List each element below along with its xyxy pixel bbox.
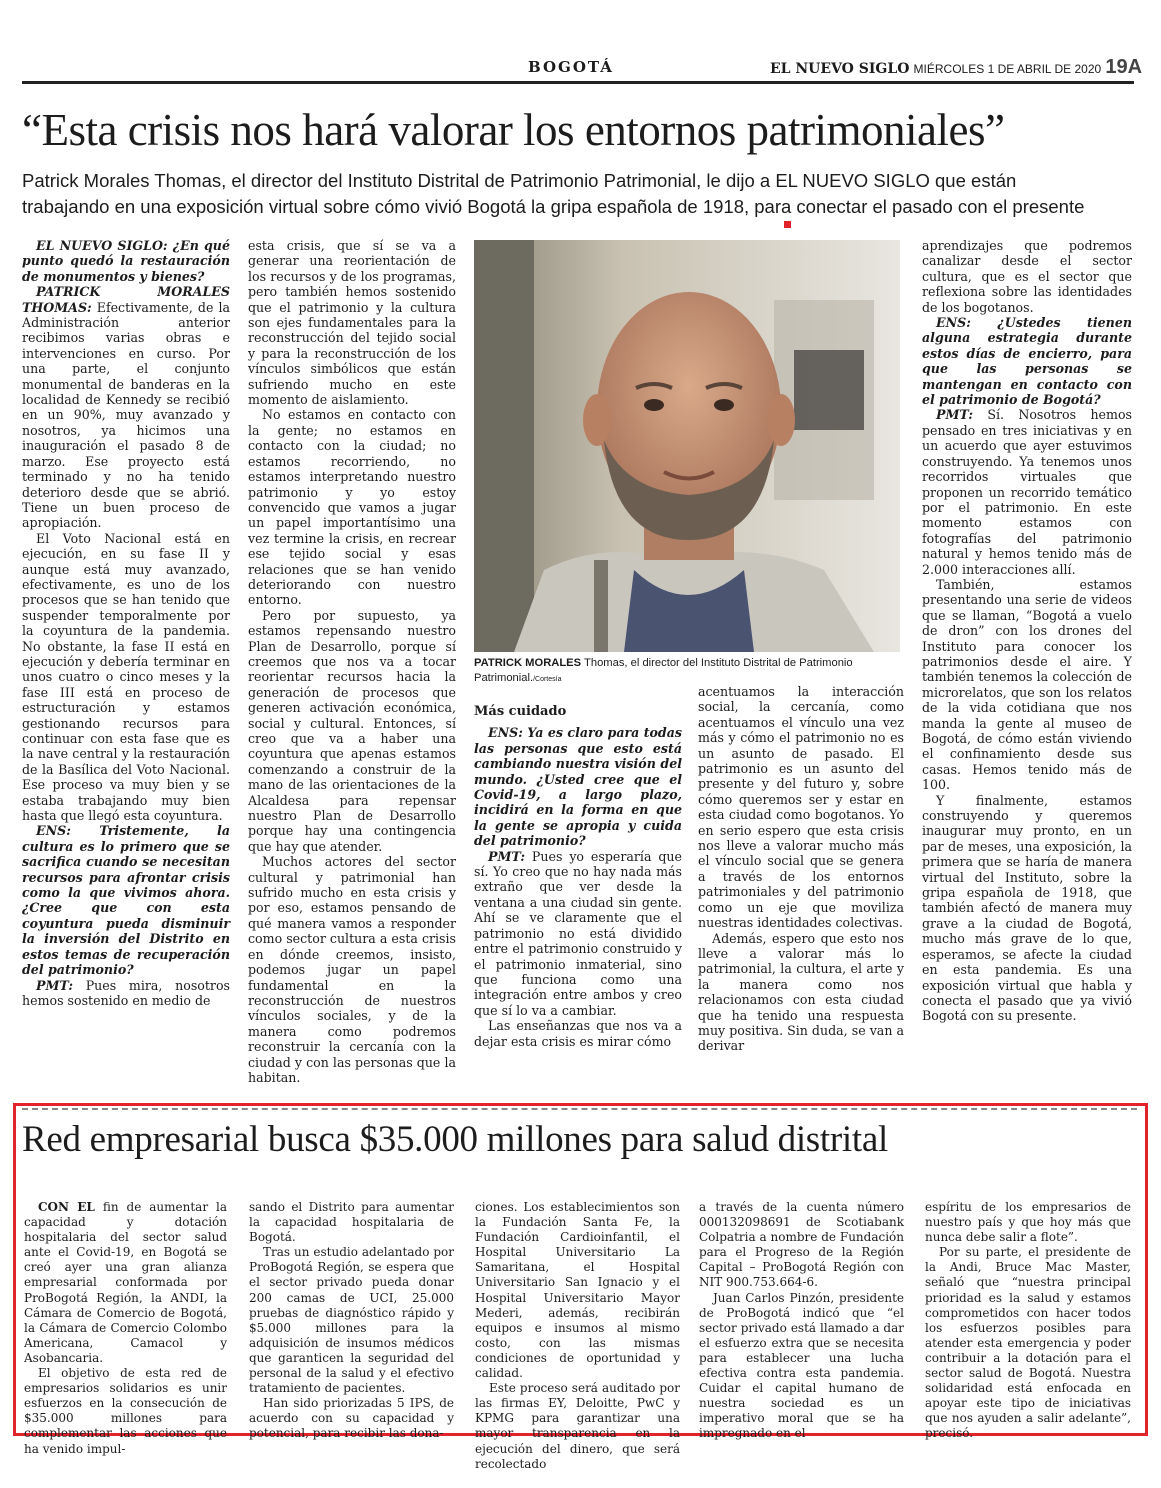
paragraph: a través de la cuenta número 000132098691 de Scotiabank Colpatria a nombre de Fundación para el Progreso de la Región Capital – ProBogotá Región con NIT 900.753.664-6. [699,1200,904,1290]
paragraph: esta crisis, que sí se va a generar una reorientación de los recursos y de los programas, pero también hemos sostenido que el patrimonio y la cultura son ejes fundamentales para la reconstrucción del tejido social y para la reconstrucción de los vínculos simbólicos que están sufriendo mucho en este momento de aislamiento. [248,238,456,408]
article2-column-3 [475,1200,680,1472]
paragraph [24,1200,227,1366]
question-text: ¿Ustedes tienen alguna estrategia durante estos días de encierro, para que las personas se mantengan en contacto con el patrimonio de Bogotá? [922,315,1132,408]
paragraph: Pero por supuesto, ya estamos repensando nuestro Plan de Desarrollo, porque sí creemos que nos va a tocar reorientar recursos hacia la generación de procesos que generen activación económica, social y cultural. Entonces, sí creo que va a haber una coyuntura que apenas estamos comenzando a construir de la mano de las orientaciones de la Alcaldesa para repensar nuestro Plan de Desarrollo porque hay una contingencia que hay que atender. [248,607,456,854]
answer-4 [922,407,1132,576]
standfirst-line-1: Patrick Morales Thomas, el director del Instituto Distrital de Patrimonio Patrimonial, le dijo a EL NUEVO SIGLO que están [22,170,1017,191]
paragraph: ciones. Los establecimientos son la Fundación Santa Fe, la Fundación Cardioinfantil, el Hospital Universitario La Samaritana, el Hospital Universitario San Ignacio y el Hospital Universitario Mayor Mederi, además, recibirán equipos e insumos al mismo costo, con las mismas condiciones de oportunidad y calidad. [475,1200,680,1381]
paragraph-text: fin de aumentar la capacidad y dotación hospitalaria del sector salud ante el Covid-19, en Bogotá se creó ayer una gran alianza empresarial conformada por ProBogotá Región, la ANDI, la Cámara de Comercio de Bogotá, la Cámara de Comercio Colombo Americana, Camacol y Asobancaria. [24,1200,227,1365]
newspaper-brand: EL NUEVO SIGLO [770,61,910,77]
paragraph: sando el Distrito para aumentar la capacidad hospitalaria de Bogotá. [249,1200,454,1245]
photo-credit: /Cortesía [533,676,562,683]
article-column-4 [698,684,904,1054]
answer-text: Efectivamente, de la Administración anterior recibimos varias obras e intervenciones en curso. Por una parte, el conjunto monumental de banderas en la localidad de Kennedy se recibió en un 90%, muy avanzado y nosotros, ya hicimos una inauguración el pasado 8 de marzo. Ese proyecto está terminado y no ha tenido deterioro desde que se abrió. Tiene un buen proceso de apropiación. [22,299,230,531]
article-column-1 [22,238,230,1008]
issue-date: MIÉRCOLES 1 DE ABRIL DE 2020 [913,62,1102,76]
answer-text: Pues yo esperaría que sí. Yo creo que no hay nada más extraño que ver desde la ventana a una ciudad sin gente. Ahí se ve claramente que el patrimonio no está dividido entre el patrimonio construido y el patrimonio inmaterial, sino que funciona como una integración entre ambos y creo que sí lo va a cambiar. [474,848,682,1018]
interviewer-name: ENS: [488,725,523,741]
question-2 [22,823,230,977]
interviewer-name: ENS: [936,315,971,331]
answer-2 [22,978,230,1009]
paragraph: Las enseñanzas que nos va a dejar esta crisis es mirar cómo [474,1018,682,1049]
article-column-5 [922,238,1132,1024]
paragraph: Y finalmente, estamos construyendo y queremos inaugurar muy pronto, en un par de meses, una exposición, la primera que se haría de manera virtual del Instituto, sobre la gripa española de 1918, que también afectó de manera muy grave a la ciudad de Bogotá, mucho más grave de lo que, esperamos, se afecte la ciudad en esta pandemia. Es una exposición virtual que habla y conecta el pasado que ya vivió Bogotá con su presente. [922,792,1132,1024]
paragraph: Además, espero que esto nos lleve a valorar más lo patrimonial, la cultura, el arte y la manera como nos relacionamos con esta ciudad que ha tenido una respuesta muy positiva. Sin duda, se van a derivar [698,930,904,1054]
paragraph: Muchos actores del sector cultural y patrimonial han sufrido mucho en esta crisis y por eso, estamos pensando de qué manera vamos a responder como sector cultura a esta crisis en dónde creemos, insisto, podemos jugar un papel fundamental en la reconstrucción de nuestros vínculos sociales, y de la manera como podremos reconstruir la cercanía con la ciudad y con las personas que la habitan. [248,854,456,1085]
interviewee-name: PATRICK MORALES THOMAS: [22,284,230,315]
interviewee-name: PMT: [936,407,973,423]
paragraph: El Voto Nacional está en ejecución, en su fase II y aunque está muy avanzado, efectivamente, es uno de los procesos que se han tenido que suspender temporalmente por la coyuntura de la pandemia. No obstante, la fase II está en ejecución y debería terminar en unos cuatro o cinco meses y la fase III está en proceso de estructuración y estamos gestionando recursos para continuar con esta fase que es la nave central y la restauración de la Basílica del Voto Nacional. Ese proceso va muy bien y se estaba trabajando muy bien hasta que llegó esta coyuntura. [22,530,230,824]
answer-3 [474,849,682,1018]
article-headline: “Esta crisis nos hará valorar los entornos patrimoniales” [22,105,1005,155]
caption-text: Thomas, el director del Instituto Distrital de Patrimonio Patrimonial. [474,657,853,684]
paragraph: Este proceso será auditado por las firmas EY, Deloitte, PwC y KPMG para garantizar una mayor transparencia en la ejecución del dinero, que será recolectado [475,1381,680,1471]
paragraph: También, estamos presentando una serie de videos que se llaman, “Bogotá a vuelo de dron” con los drones del Instituto para conocer los patrimonios desde el aire. Y también tenemos la colección de microrelatos, que son los relatos de la vida cotidiana que nos manda la gente al museo de Bogotá, de cómo están viviendo el confinamiento desde sus casas. Hemos tenido más de 100. [922,576,1132,793]
question-4 [922,315,1132,407]
portrait-photo [474,240,900,652]
header-rule [22,81,1134,84]
interviewee-name: PMT: [36,977,73,993]
paragraph: Tras un estudio adelantado por ProBogotá Región, se espera que el sector privado pueda donar 200 camas de UCI, 25.000 pruebas de diagnóstico rápido y $5.000 millones para la adquisición de insumos médicos que garanticen la seguridad del personal de la salud y el efectivo tratamiento de pacientes. [249,1245,454,1396]
lead-in: CON EL [38,1200,95,1214]
page-number: 19A [1105,56,1143,78]
question-text: ¿En qué punto quedó la restauración de monumentos y bienes? [22,238,230,284]
red-marker [784,221,791,228]
answer-1 [22,284,230,531]
paragraph: Juan Carlos Pinzón, presidente de ProBogotá indicó que “el sector privado está llamado a dar el esfuerzo extra que se necesita para establecer una lucha efectiva contra esta pandemia. Cuidar el capital humano de nuestra sociedad es un imperativo moral que se ha impregnado en el [699,1290,904,1441]
subhead: Más cuidado [474,704,567,719]
paragraph: acentuamos la interacción social, la cercanía, como acentuamos el vínculo una vez más y cómo el patrimonio no es un asunto de pasado. El patrimonio es un asunto del presente y del futuro y, sobre cómo queremos ser y estar en esta ciudad como bogotanos. Yo en serio espero que esta crisis nos lleve a valorar mucho más el vínculo social que se genera a través de los entornos patrimoniales y del patrimonio como un eje que moviliza nuestras identidades colectivas. [698,684,904,931]
question-3 [474,725,682,848]
caption-name: PATRICK MORALES [474,657,582,669]
section-label: BOGOTÁ [528,58,614,76]
article2-column-4 [699,1200,904,1442]
dashed-divider [22,1108,1137,1110]
article-standfirst [22,168,1137,220]
question-text: Ya es claro para todas las personas que esto está cambiando nuestra visión del mundo. ¿Usted cree que el Covid-19, a largo plazo, incidirá en la forma en que la gente se apropia y cuida del patrimonio? [474,725,682,849]
interviewer-name: EL NUEVO SIGLO: [36,238,168,253]
paragraph: aprendizajes que podremos canalizar desde el sector cultura, que es el sector que reflexiona sobre las identidades de los bogotanos. [922,238,1132,315]
paragraph: No estamos en contacto con la gente; no estamos en contacto con la ciudad; no estamos recorriendo, no estamos interpretando nuestro patrimonio y yo estoy convencido que vamos a jugar un papel importantísimo una vez termine la crisis, en recrear ese tejido social y esas relaciones que se han venido deteriorando con nuestro entorno. [248,407,456,608]
article2-column-5 [925,1200,1131,1442]
article-column-3 [474,700,682,1049]
article-column-2 [248,238,456,1085]
answer-text: Sí. Nosotros hemos pensado en tres iniciativas y en un acuerdo que ayer estuvimos construyendo. Ya tenemos unos recorridos virtuales que proponen un recorrido temático por el patrimonio. En este momento estamos con fotografías del patrimonio natural y hemos tenido más de 2.000 interacciones allí. [922,407,1132,577]
answer-text: Pues mira, nosotros hemos sostenido en medio de [22,977,230,1008]
interviewer-name: ENS: [36,823,71,839]
masthead [770,56,1142,79]
paragraph: El objetivo de esta red de empresarios solidarios es unir esfuerzos en la consecución de $35.000 millones para complementar las acciones que ha venido impul- [24,1366,227,1456]
question-text: Tristemente, la cultura es lo primero que se sacrifica cuando se necesitan recursos para afrontar crisis como la que vivimos ahora. ¿Cree que con esta coyuntura pueda disminuir la inversión del Distrito en estos temas de recuperación del patrimonio? [22,823,230,978]
paragraph: Por su parte, el presidente de la Andi, Bruce Mac Master, señaló que “nuestra principal prioridad es la salud y estamos comprometidos con hacer todos los esfuerzos posibles para atender esta emergencia y poder contribuir a la dotación para el sector salud de Bogotá. Nuestra solidaridad está enfocada en apoyar este tipo de iniciativas que nos ayuden a salir adelante”, precisó. [925,1245,1131,1441]
standfirst-line-2: trabajando en una exposición virtual sobre cómo vivió Bogotá la gripa española de 1918, para conectar el pasado con el presente [22,196,1085,217]
paragraph: Han sido priorizadas 5 IPS, de acuerdo con su capacidad y potencial, para recibir las dona- [249,1396,454,1441]
question-1 [22,238,230,284]
photo-caption [474,656,904,687]
paragraph: espíritu de los empresarios de nuestro país y que hoy más que nunca debe salir a flote”. [925,1200,1131,1245]
portrait-illustration [474,240,900,652]
article2-headline: Red empresarial busca $35.000 millones para salud distrital [22,1119,888,1160]
article2-column-1 [24,1200,227,1457]
interviewee-name: PMT: [488,848,525,864]
article2-column-2 [249,1200,454,1442]
